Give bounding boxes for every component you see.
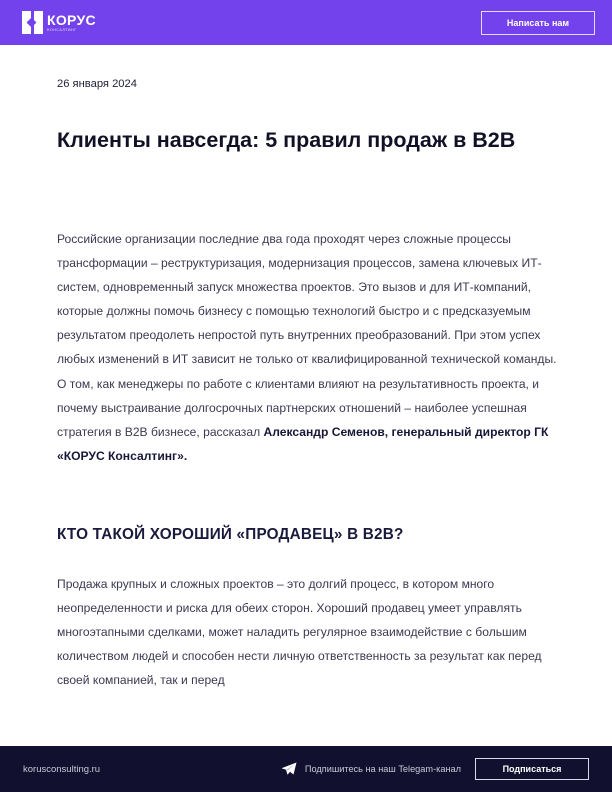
subscribe-button[interactable]: Подписаться [475, 758, 589, 780]
article-date: 26 января 2024 [57, 78, 137, 90]
site-link[interactable]: korusconsulting.ru [23, 763, 101, 775]
section-heading: КТО ТАКОЙ ХОРОШИЙ «ПРОДАВЕЦ» В B2B? [57, 526, 404, 543]
korus-logo[interactable] [22, 11, 96, 34]
intro-text: Российские организации последние два года проходят через сложные процессы трансформации – реструктуризация, модернизация процессов, замена ключевых ИТ-систем, одновременный запуск множества проектов. Это вызов и для ИТ-компаний, которые должны помочь бизнесу с помощью технологий быстро и с предсказуемым результатом преодолеть непростой путь внутренних преобразований. При этом успех любых изменений в ИТ зависит не только от квалифицированной технической команды. О том, как менеджеры по работе с клиентами влияют на результативность проекта, и почему выстраивание долгосрочных партнерских отношений – наиболее успешная стратегия в B2B бизнесе, рассказал [57, 232, 557, 439]
telegram-promo[interactable] [281, 762, 461, 776]
site-header [0, 0, 612, 45]
korus-logo-icon [22, 11, 43, 34]
write-us-button[interactable]: Написать нам [481, 11, 595, 35]
logo-subtitle: КОНСАЛТИНГ [47, 27, 77, 32]
intro-paragraph [57, 227, 557, 468]
logo-name: КОРУС [47, 11, 96, 28]
telegram-text: Подпишитесь на наш Telegam-канал [304, 764, 461, 774]
site-footer [0, 746, 612, 792]
intro-author: Александр Семенов, генеральный директор ГК «КОРУС Консалтинг». [57, 424, 549, 463]
section-paragraph: Продажа крупных и сложных проектов – это долгий процесс, в котором много неопределенности и риска для обеих сторон. Хороший продавец умеет управлять многоэтапными сделками, может наладить регулярное взаимодействие с большим количеством людей и способен нести личную ответственность за результат как перед своей компанией, так и перед [57, 577, 542, 688]
telegram-plane-icon [281, 762, 297, 776]
article-title: Клиенты навсегда: 5 правил продаж в B2B [57, 128, 516, 152]
